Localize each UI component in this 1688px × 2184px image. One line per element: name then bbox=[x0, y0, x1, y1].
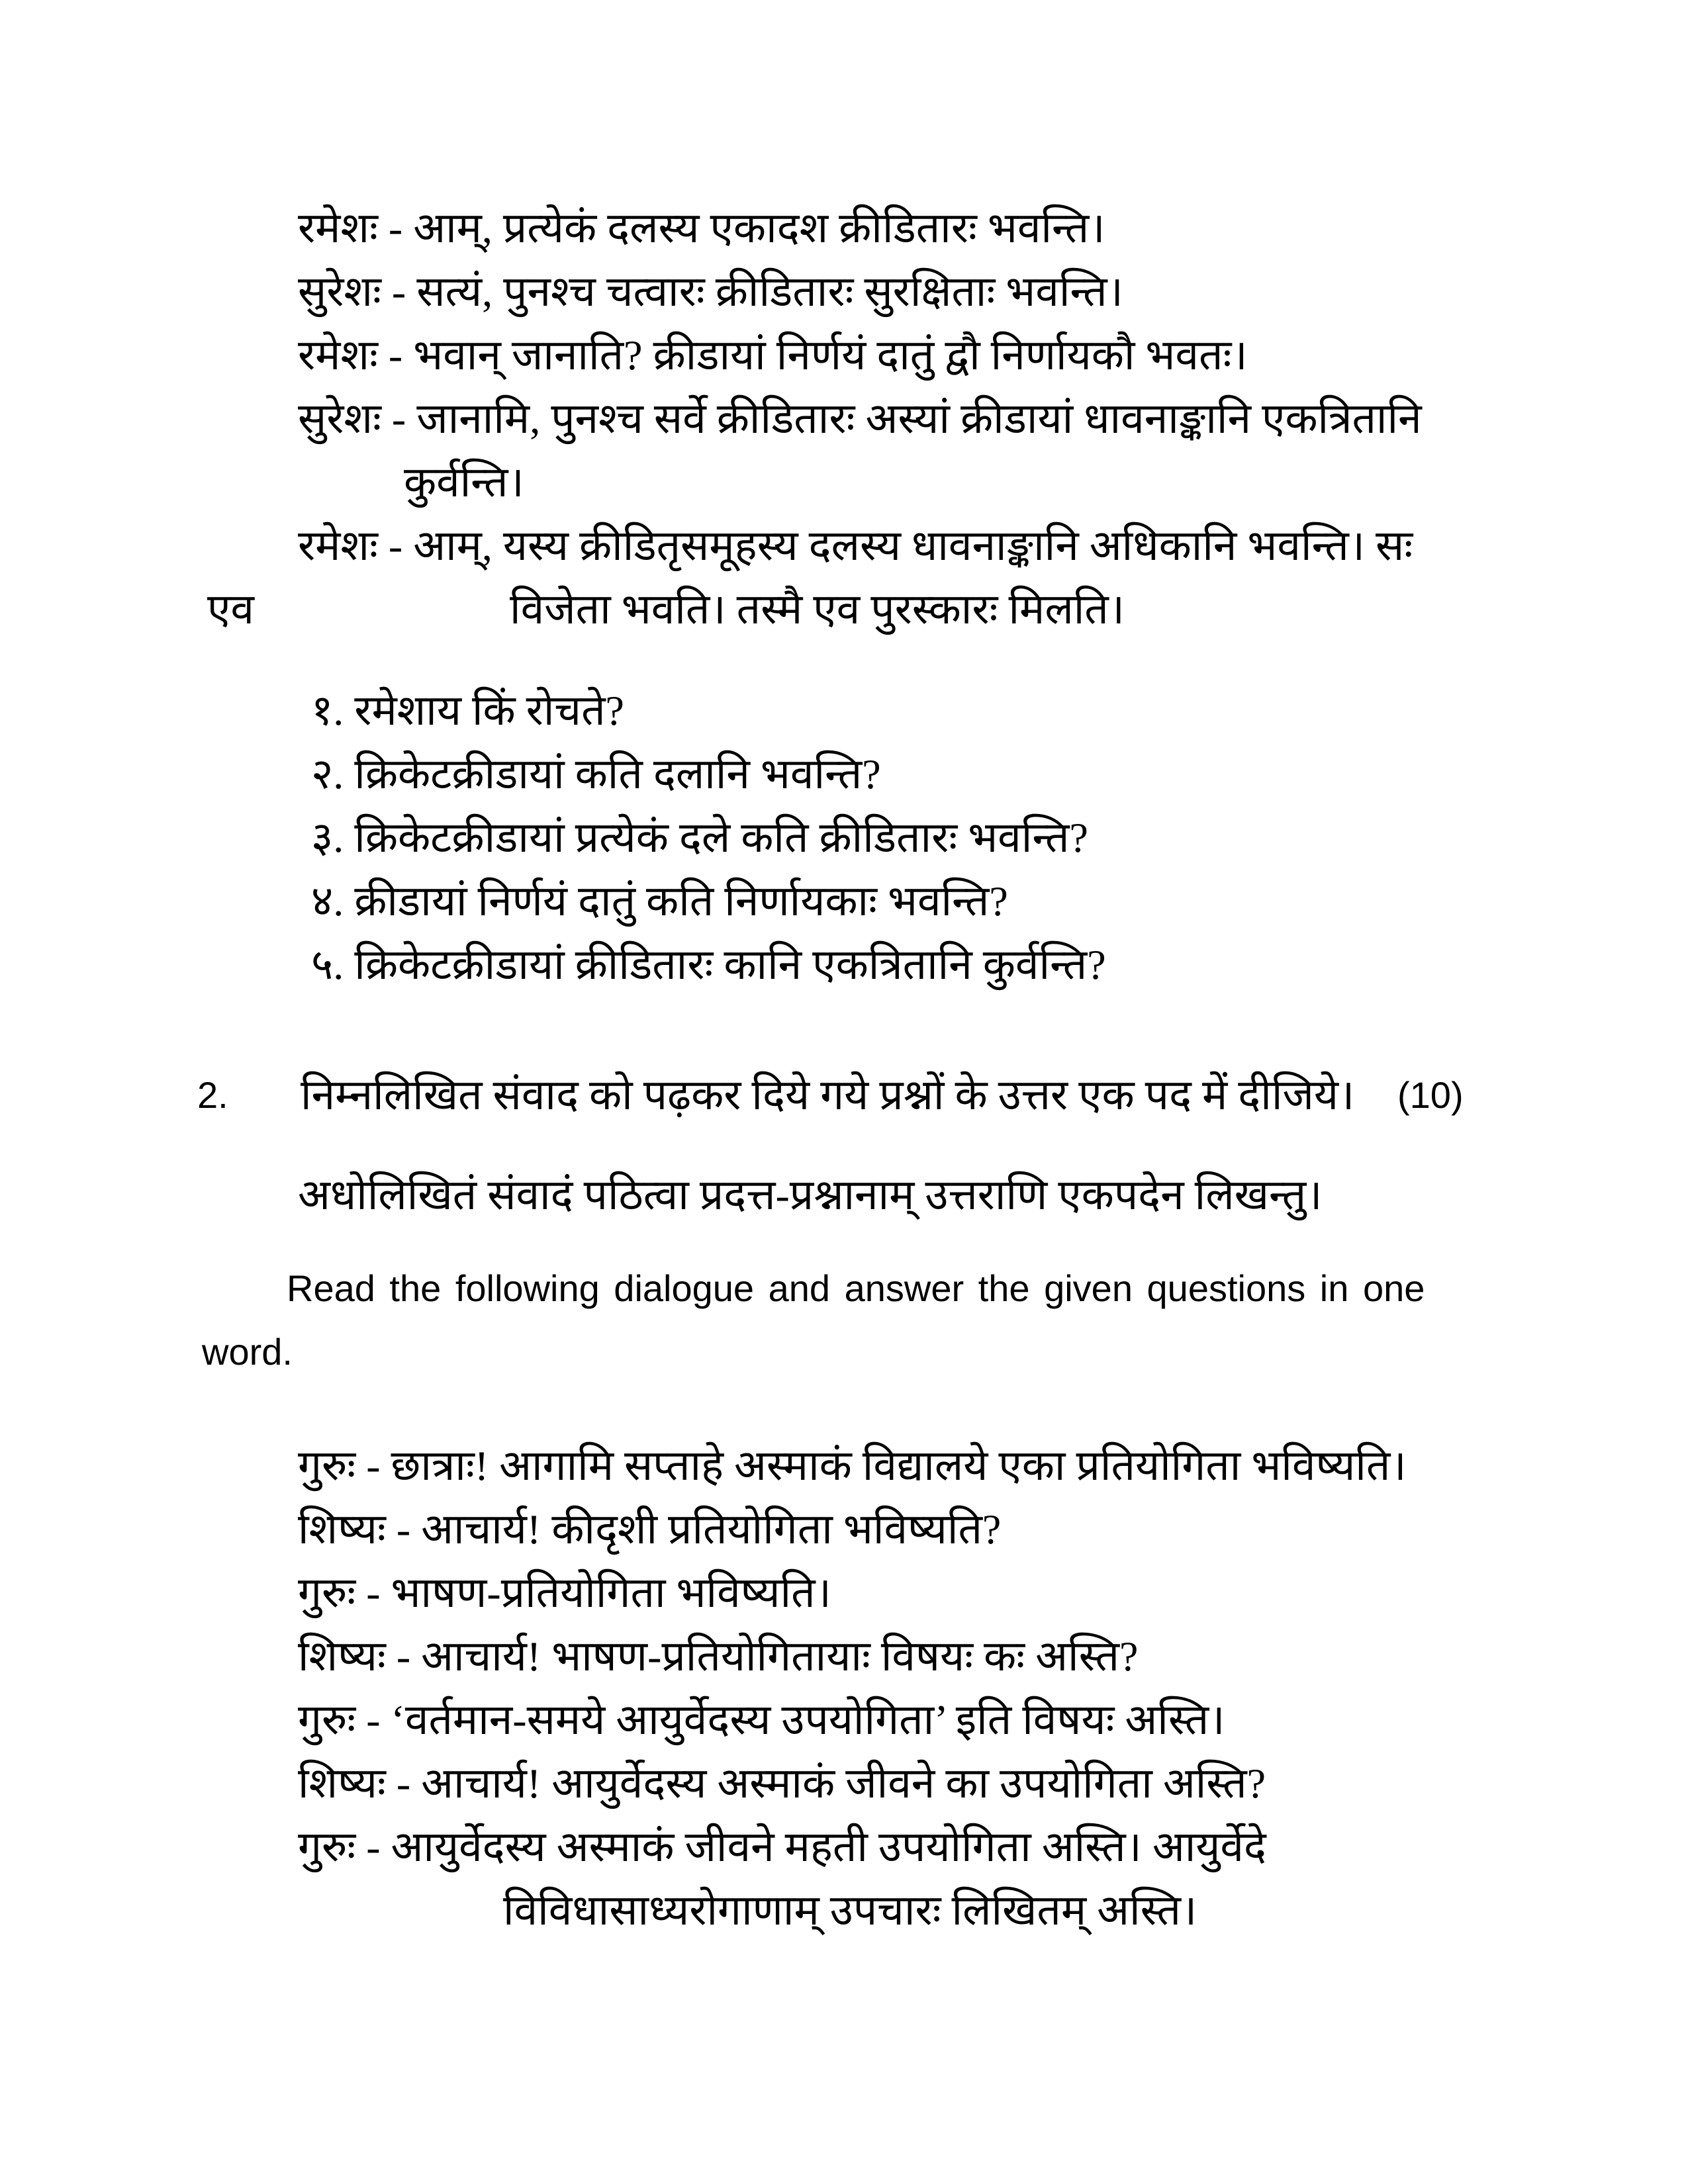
dialogue-line-wrapped bbox=[0, 578, 1688, 641]
dialogue-line: गुरुः - आयुर्वेदस्य अस्माकं जीवने महती उपयोगिता अस्ति। आयुर्वेदे bbox=[298, 1823, 1266, 1870]
instruction-english bbox=[202, 1257, 1425, 1384]
dialogue-line-continuation: कुर्वन्ति। bbox=[404, 459, 524, 506]
dialogue-line: शिष्यः - आचार्य! कीदृशी प्रतियोगिता भविष्यति? bbox=[298, 1506, 1002, 1553]
dialogue-guru-shishya-block bbox=[0, 1434, 1688, 1942]
instruction-english-line: word. bbox=[202, 1331, 293, 1373]
dialogue-line: रमेशः - आम्, यस्य क्रीडितृसमूहस्य दलस्य धावनाङ्कानि अधिकानि भवन्ति। सः bbox=[298, 522, 1413, 569]
wrapped-word: एव bbox=[207, 586, 254, 633]
dialogue-line: शिष्यः - आचार्य! भाषण-प्रतियोगितायाः विषयः कः अस्ति? bbox=[298, 1633, 1139, 1680]
dialogue-line-continuation: विविधासाध्यरोगाणाम् उपचारः लिखितम् अस्ति। bbox=[503, 1887, 1197, 1934]
dialogue-line-continuation: विजेता भवति। तस्मै एव पुरस्कारः मिलति। bbox=[510, 586, 1125, 633]
marks-badge: (10) bbox=[1397, 1074, 1464, 1116]
dialogue-line: सुरेशः - जानामि, पुनश्च सर्वे क्रीडितारः अस्यां क्रीडायां धावनाङ्कानि एकत्रितानि bbox=[298, 395, 1422, 442]
question-item: ५. क्रिकेटक्रीडायां क्रीडितारः कानि एकत्रितानि कुर्वन्ति? bbox=[311, 941, 1106, 988]
dialogue-line: गुरुः - भाषण-प्रतियोगिता भविष्यति। bbox=[298, 1569, 831, 1616]
dialogue-line: रमेशः - भवान् जानाति? क्रीडायां निर्णयं दातुं द्वौ निर्णायकौ भवतः। bbox=[298, 332, 1248, 379]
question-item: ४. क्रीडायां निर्णयं दातुं कति निर्णायकाः भवन्ति? bbox=[311, 878, 1008, 925]
question-item: २. क्रिकेटक्रीडायां कति दलानि भवन्ति? bbox=[311, 751, 881, 797]
questions-list bbox=[0, 679, 1688, 997]
question-item: ३. क्रिकेटक्रीडायां प्रत्येकं दले कति क्रीडितारः भवन्ति? bbox=[311, 814, 1088, 861]
question-item: १. रमेशाय किं रोचते? bbox=[311, 687, 624, 734]
dialogue-line: गुरुः - ‘वर्तमान-समये आयुर्वेदस्य उपयोगिता’ इति विषयः अस्ति। bbox=[298, 1696, 1225, 1743]
dialogue-line: रमेशः - आम्, प्रत्येकं दलस्य एकादश क्रीडितारः भवन्ति। bbox=[298, 205, 1105, 251]
instruction-sanskrit: अधोलिखितं संवादं पठित्वा प्रदत्त-प्रश्नानाम् उत्तराणि एकपदेन लिखन्तु। bbox=[298, 1171, 1323, 1218]
section-heading-hindi: निम्नलिखित संवाद को पढ़कर दिये गये प्रश्नों के उत्तर एक पद में दीजिये। bbox=[301, 1071, 1355, 1118]
section-2-heading-row bbox=[0, 1064, 1688, 1127]
dialogue-line: सुरेशः - सत्यं, पुनश्च चत्वारः क्रीडितारः सुरक्षिताः भवन्ति। bbox=[298, 268, 1123, 315]
section-number: 2. bbox=[197, 1074, 228, 1116]
instruction-english-line: Read the following dialogue and answer the given questions in one bbox=[287, 1267, 1425, 1309]
dialogue-line: गुरुः - छात्राः! आगामि सप्ताहे अस्माकं विद्यालये एका प्रतियोगिता भविष्यति। bbox=[298, 1442, 1407, 1489]
dialogue-cricket-block bbox=[0, 197, 1688, 641]
dialogue-line: शिष्यः - आचार्य! आयुर्वेदस्य अस्माकं जीवने का उपयोगिता अस्ति? bbox=[298, 1760, 1266, 1807]
